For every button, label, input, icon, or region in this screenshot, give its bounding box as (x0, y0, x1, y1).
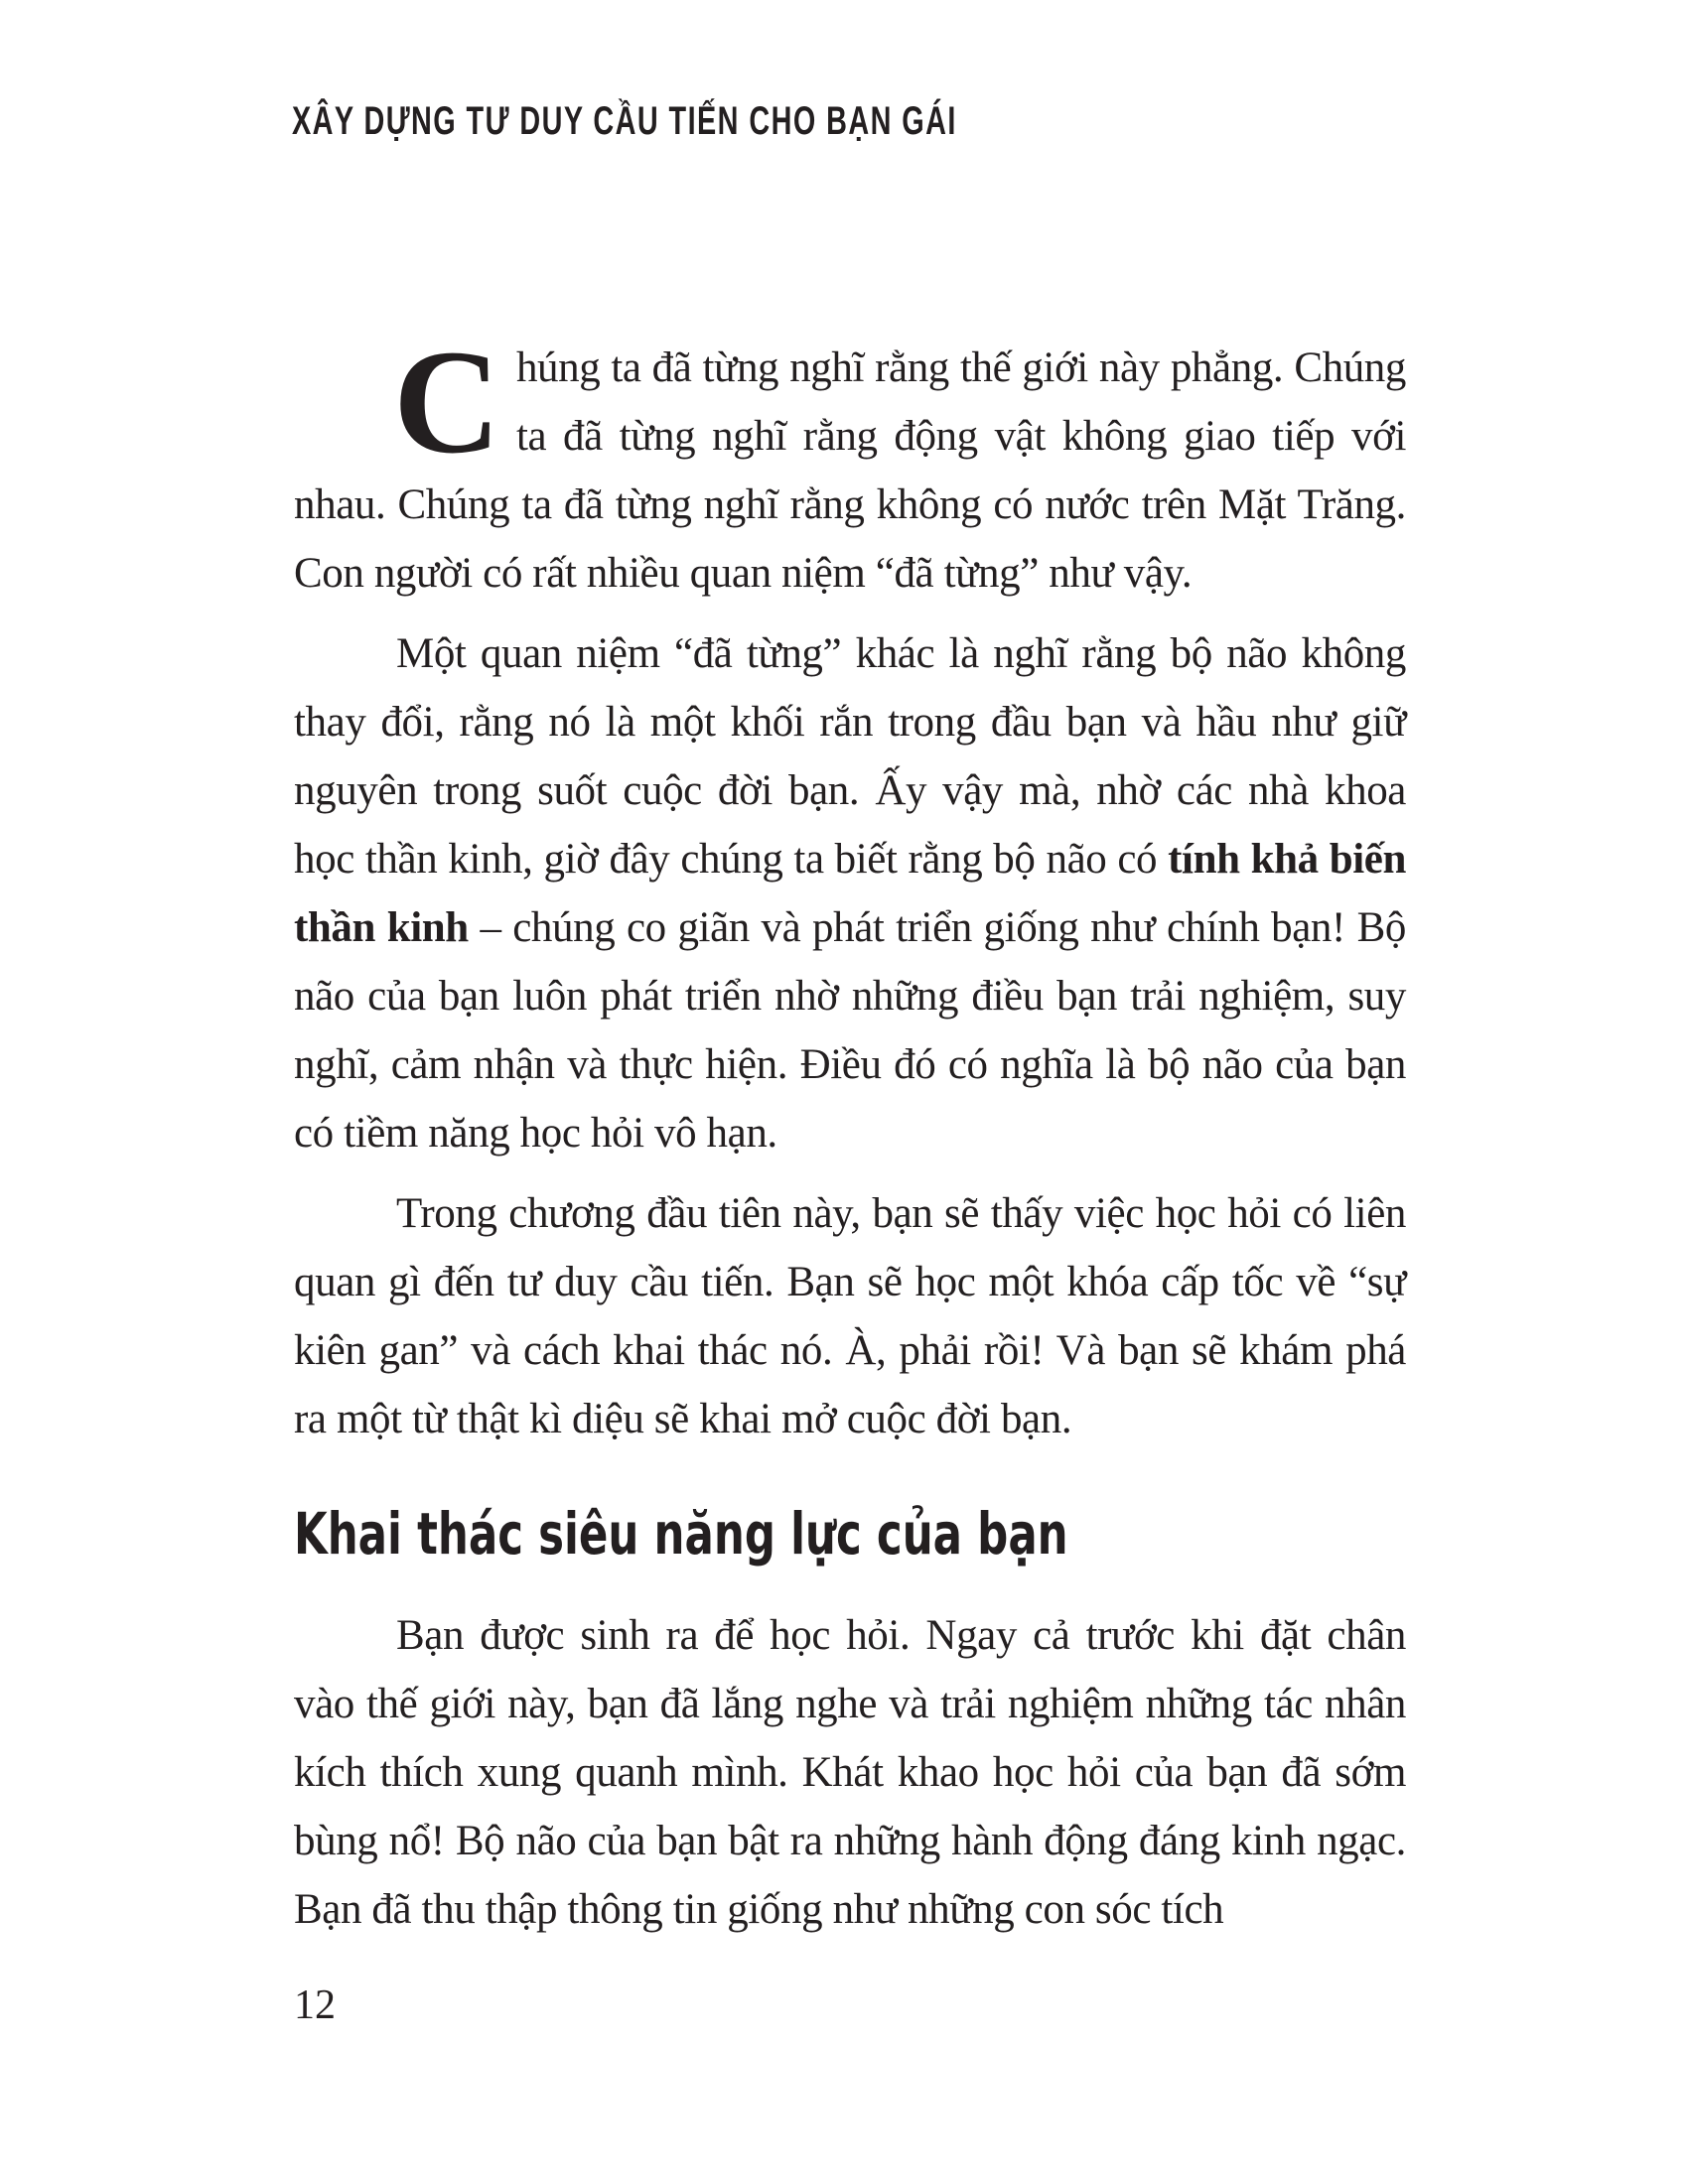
paragraph-3: Trong chương đầu tiên này, bạn sẽ thấy việc học hỏi có liên quan gì đến tư duy cầu tiến. Bạn sẽ học một khóa cấp tốc về “sự kiên gan” và cách khai thác nó. À, phải rồi! Và bạn sẽ khám phá ra một từ thật kì diệu sẽ khai mở cuộc đời bạn. (294, 1190, 1406, 1442)
paragraph-1 (294, 320, 1406, 608)
section-heading: Khai thác siêu năng lực của bạn (294, 1500, 1068, 1568)
paragraph-2-text-after: – chúng co giãn và phát triển giống như chính bạn! Bộ não của bạn luôn phát triển nhờ những điều bạn trải nghiệm, suy nghĩ, cảm nhận và thực hiện. Điều đó có nghĩa là bộ não của bạn có tiềm năng học hỏi vô hạn. (294, 904, 1406, 1157)
paragraph-4: Bạn được sinh ra để học hỏi. Ngay cả trước khi đặt chân vào thế giới này, bạn đã lắng nghe và trải nghiệm những tác nhân kích thích xung quanh mình. Khát khao học hỏi của bạn đã sớm bùng nổ! Bộ não của bạn bật ra những hành động đáng kinh ngạc. Bạn đã thu thập thông tin giống như những con sóc tích (294, 1612, 1406, 1933)
drop-cap: C (393, 320, 500, 484)
page-body (294, 320, 1406, 1956)
running-head: XÂY DỰNG TƯ DUY CẦU TIẾN CHO BẠN GÁI (292, 99, 957, 143)
paragraph-2-text-before: Một quan niệm “đã từng” khác là nghĩ rằng bộ não không thay đổi, rằng nó là một khối rắn trong đầu bạn và hầu như giữ nguyên trong suốt cuộc đời bạn. Ấy vậy mà, nhờ các nhà khoa học thần kinh, giờ đây chúng ta biết rằng bộ não có (294, 630, 1406, 883)
page-number: 12 (294, 1982, 336, 2028)
paragraph-2 (294, 619, 1406, 1167)
bold-term-neuroplasticity: tính khả biến thần kinh (294, 836, 1406, 951)
paragraph-1-text: húng ta đã từng nghĩ rằng thế giới này phẳng. Chúng ta đã từng nghĩ rằng động vật không giao tiếp với nhau. Chúng ta đã từng nghĩ rằng không có nước trên Mặt Trăng. Con người có rất nhiều quan niệm “đã từng” như vậy. (294, 344, 1406, 597)
